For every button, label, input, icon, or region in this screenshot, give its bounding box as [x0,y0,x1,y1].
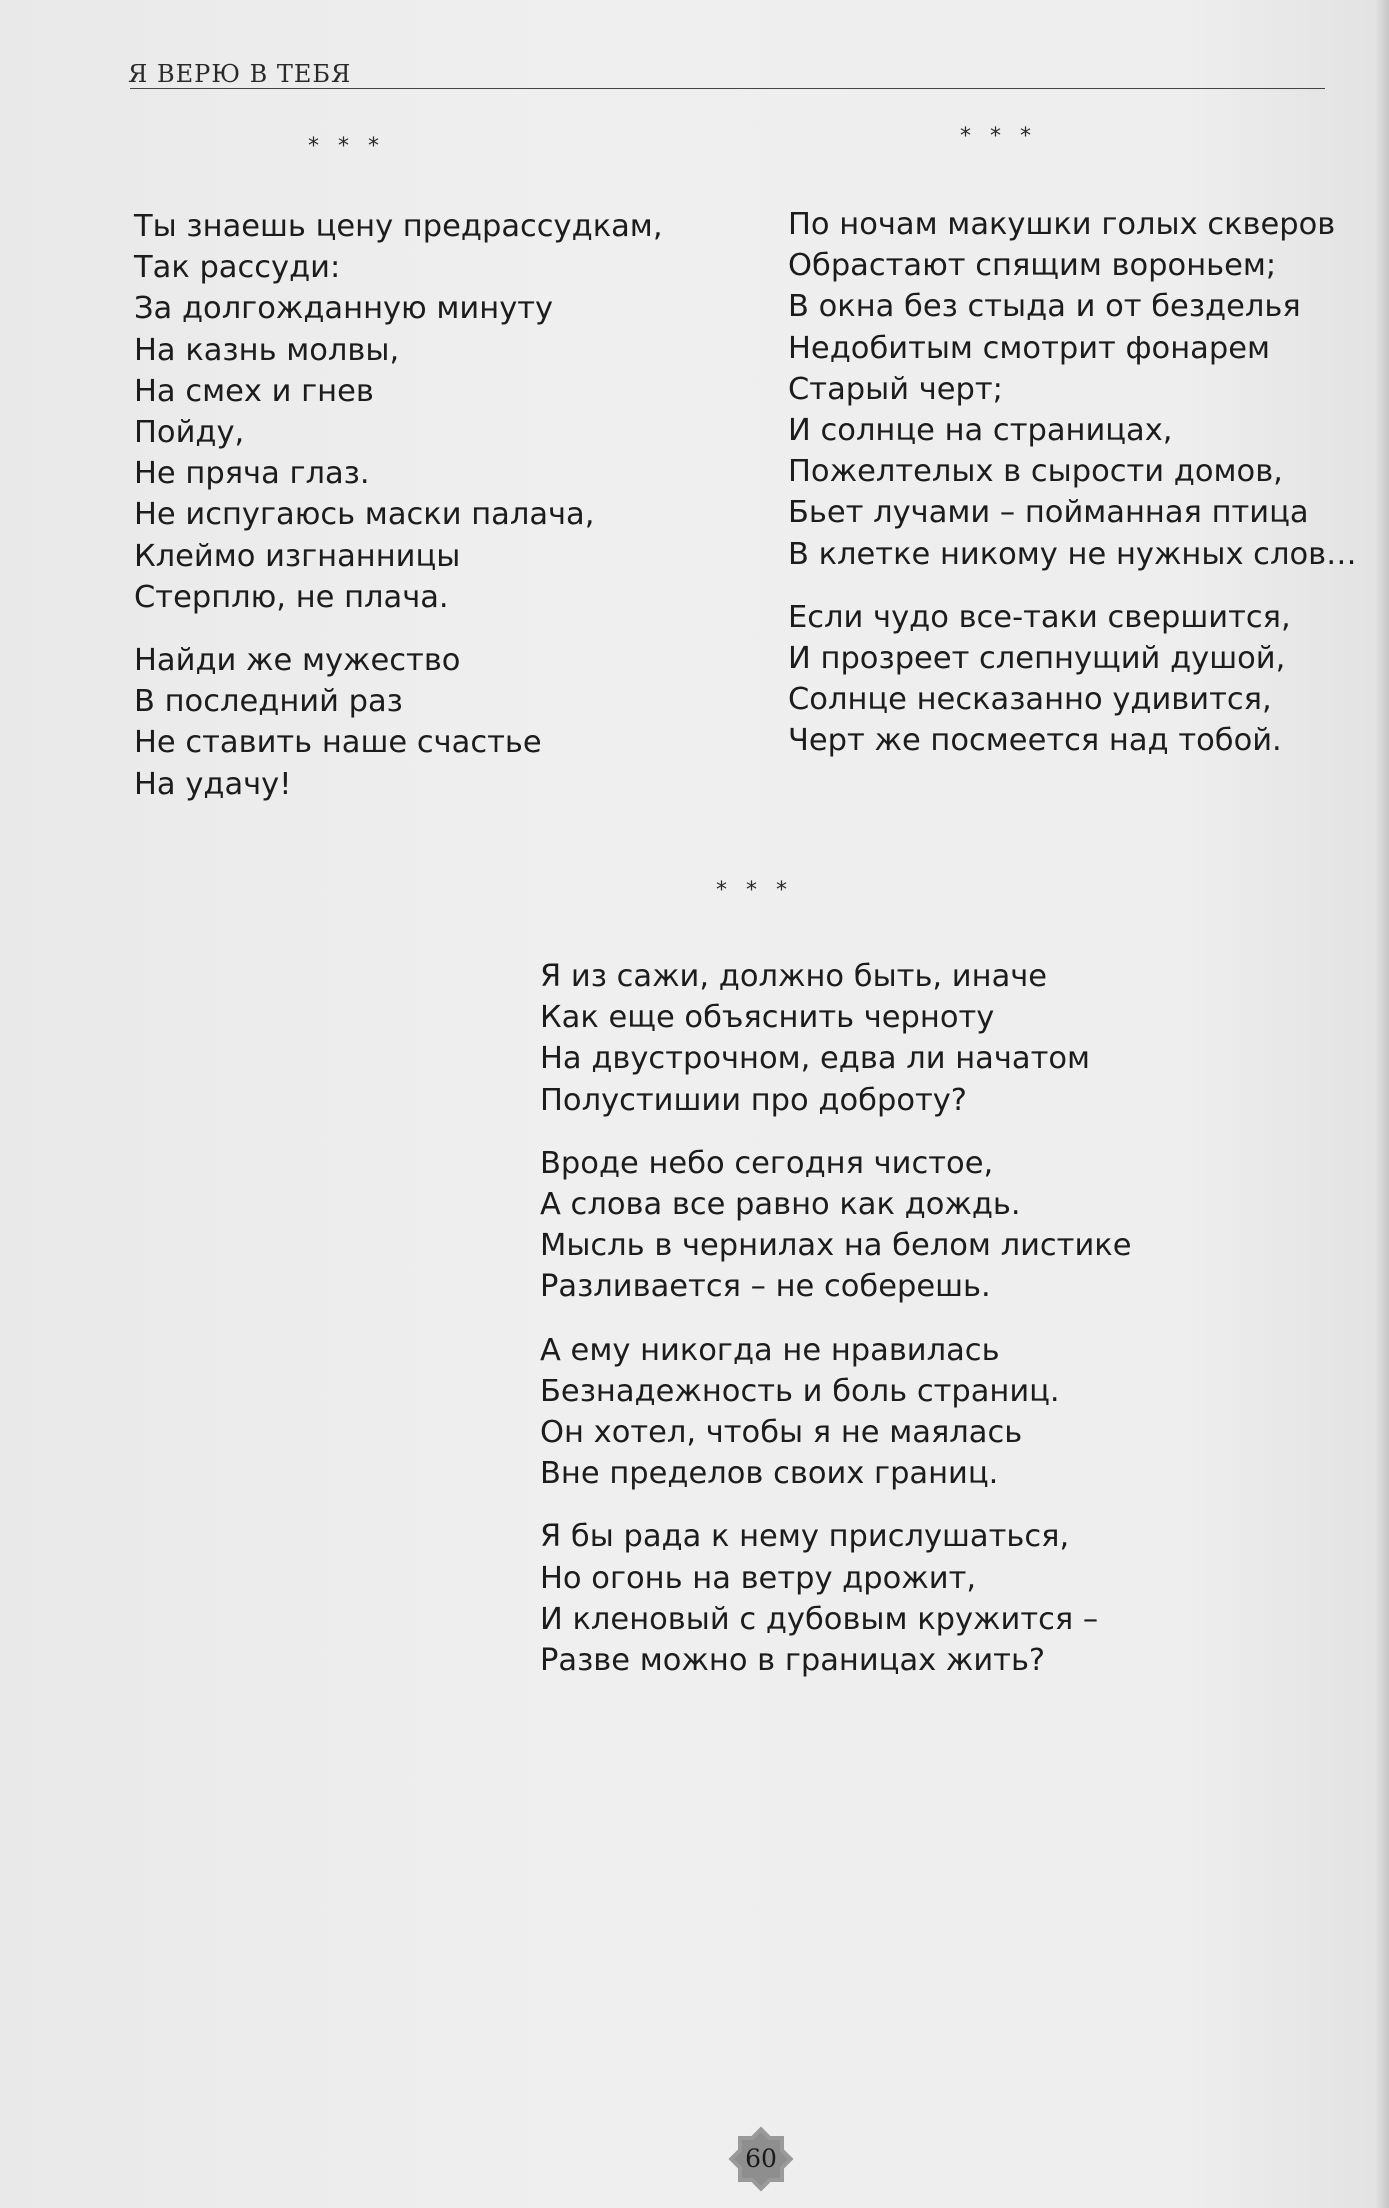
poem-line: На двустрочном, едва ли начатом [540,1041,1091,1077]
poem-line: Найди же мужество [134,643,461,679]
poem-line: Пойду, [134,415,245,451]
page-number-badge [723,2121,799,2197]
poem-line: Ты знаешь цену предрассудкам, [134,209,663,244]
poem-line: И солнце на страницах, [788,413,1173,449]
poem-line: Не ставить наше счастье [134,725,542,761]
poem-line: Как еще объяснить черноту [540,1000,995,1036]
poem-3-stanza [540,1516,1131,1681]
poem-line: По ночам макушки голых скверов [788,207,1336,242]
poem-line: Полустишии про доброту? [540,1082,967,1118]
poem-line: Солнце несказанно удивится, [788,682,1272,718]
poem-1 [134,206,663,805]
poem-3 [540,956,1131,1681]
poem-line: Безнадежность и боль страниц. [540,1373,1060,1409]
poem-3-stanza [540,1143,1131,1308]
poem-line: Вроде небо сегодня чистое, [540,1145,994,1181]
poem-line: Мысль в чернилах на белом листике [540,1228,1132,1264]
poem-3-separator: * * * [716,878,793,903]
poem-line: На казнь молвы, [134,332,400,368]
poem-line: Бьет лучами – пойманная птица [788,495,1309,531]
poem-2-stanza [788,204,1357,575]
poem-2-stanza [788,597,1357,762]
poem-line: Разливается – не соберешь. [540,1269,991,1305]
poem-line: На удачу! [134,766,292,802]
poem-line: В окна без стыда и от безделья [788,289,1301,325]
poem-line: Не испугаюсь маски палача, [134,497,595,533]
poem-line: Не пряча глаз. [134,456,370,492]
poem-line: Если чудо все-таки свершится, [788,599,1291,635]
poem-2-separator: * * * [960,124,1037,149]
poem-line: Вне пределов своих границ. [540,1456,999,1492]
poem-line: Пожелтелых в сырости домов, [788,454,1283,490]
poem-line: Недобитым смотрит фонарем [788,330,1270,366]
poem-line: Стерплю, не плача. [134,579,449,615]
poem-line: Так рассуди: [134,250,341,286]
poem-line: Разве можно в границах жить? [540,1643,1046,1679]
poem-line: На смех и гнев [134,373,374,409]
poem-line: Я бы рада к нему прислушаться, [540,1519,1070,1555]
page-number: 60 [745,2144,777,2173]
poem-1-separator: * * * [308,134,385,159]
poem-line: И прозреет слепнущий душой, [788,641,1286,677]
poem-3-stanza [540,956,1131,1121]
poem-line: А слова все равно как дождь. [540,1187,1021,1223]
poem-1-stanza [134,206,663,618]
poem-line: В последний раз [134,684,403,720]
poem-line: Черт же посмеется над тобой. [788,723,1282,759]
poem-line: Он хотел, чтобы я не маялась [540,1415,1023,1451]
page-edge-shadow [1375,0,1389,2208]
poem-line: В клетке никому не нужных слов… [788,536,1357,572]
running-head: Я ВЕРЮ В ТЕБЯ [128,60,352,88]
poem-2 [788,204,1357,762]
poem-3-stanza [540,1330,1131,1495]
poem-line: Я из сажи, должно быть, иначе [540,959,1048,994]
poem-line: Обрастают спящим вороньем; [788,248,1277,284]
poem-1-stanza [134,640,663,805]
poem-line: И кленовый с дубовым кружится – [540,1601,1099,1637]
poem-line: За долгожданную минуту [134,291,554,327]
poem-line: Но огонь на ветру дрожит, [540,1560,977,1596]
header-rule [130,88,1325,89]
poem-line: Старый черт; [788,371,1003,407]
poem-line: Клеймо изгнанницы [134,538,461,574]
poem-line: А ему никогда не нравилась [540,1332,1000,1368]
